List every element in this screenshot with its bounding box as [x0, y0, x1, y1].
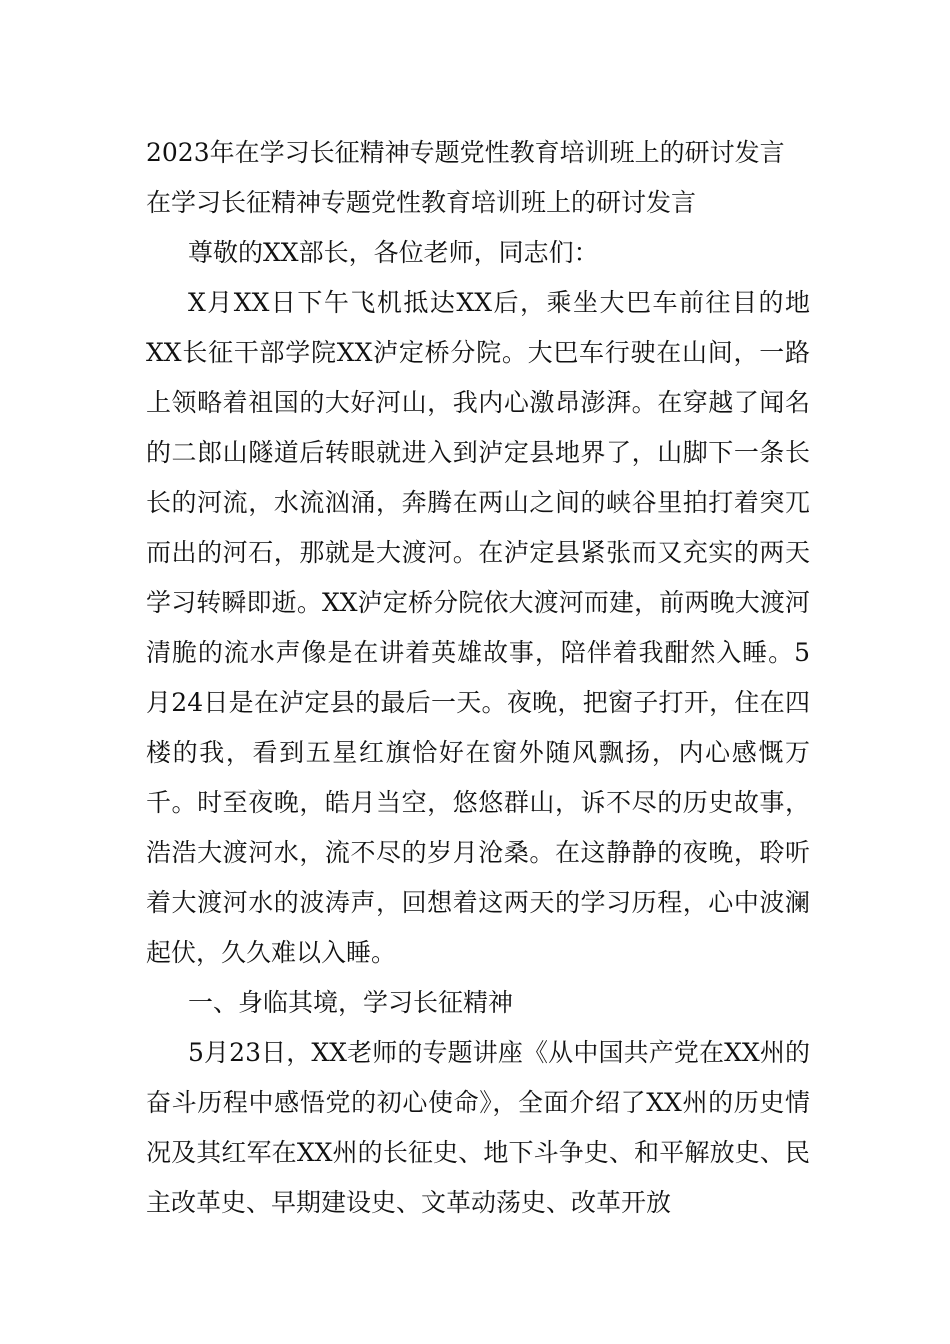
document-body	[146, 128, 810, 1228]
paragraph-1: X月XX日下午飞机抵达XX后，乘坐大巴车前往目的地XX长征干部学院XX泸定桥分院。大巴车行驶在山间，一路上领略着祖国的大好河山，我内心激昂澎湃。在穿越了闻名的二郎山隧道后转眼就进入到泸定县地界了，山脚下一条长长的河流，水流汹涌，奔腾在两山之间的峡谷里拍打着突兀而出的河石，那就是大渡河。在泸定县紧张而又充实的两天学习转瞬即逝。XX泸定桥分院依大渡河而建，前两晚大渡河清脆的流水声像是在讲着英雄故事，陪伴着我酣然入睡。5月24日是在泸定县的最后一天。夜晚，把窗子打开，住在四楼的我，看到五星红旗恰好在窗外随风飘扬，内心感慨万千。时至夜晚，皓月当空，悠悠群山，诉不尽的历史故事，浩浩大渡河水，流不尽的岁月沧桑。在这静静的夜晚，聆听着大渡河水的波涛声，回想着这两天的学习历程，心中波澜起伏，久久难以入睡。	[146, 288, 810, 967]
document-title: 2023年在学习长征精神专题党性教育培训班上的研讨发言	[146, 138, 785, 167]
paragraph-2: 5月23日，XX老师的专题讲座《从中国共产党在XX州的奋斗历程中感悟党的初心使命》，全面介绍了XX州的历史情况及其红军在XX州的长征史、地下斗争史、和平解放史、民主改革史、早期建设史、文革动荡史、改革开放	[146, 1038, 810, 1217]
section-heading-1: 一、身临其境，学习长征精神	[188, 988, 514, 1017]
salutation: 尊敬的XX部长，各位老师，同志们：	[188, 238, 599, 267]
document-subtitle: 在学习长征精神专题党性教育培训班上的研讨发言	[146, 188, 697, 217]
